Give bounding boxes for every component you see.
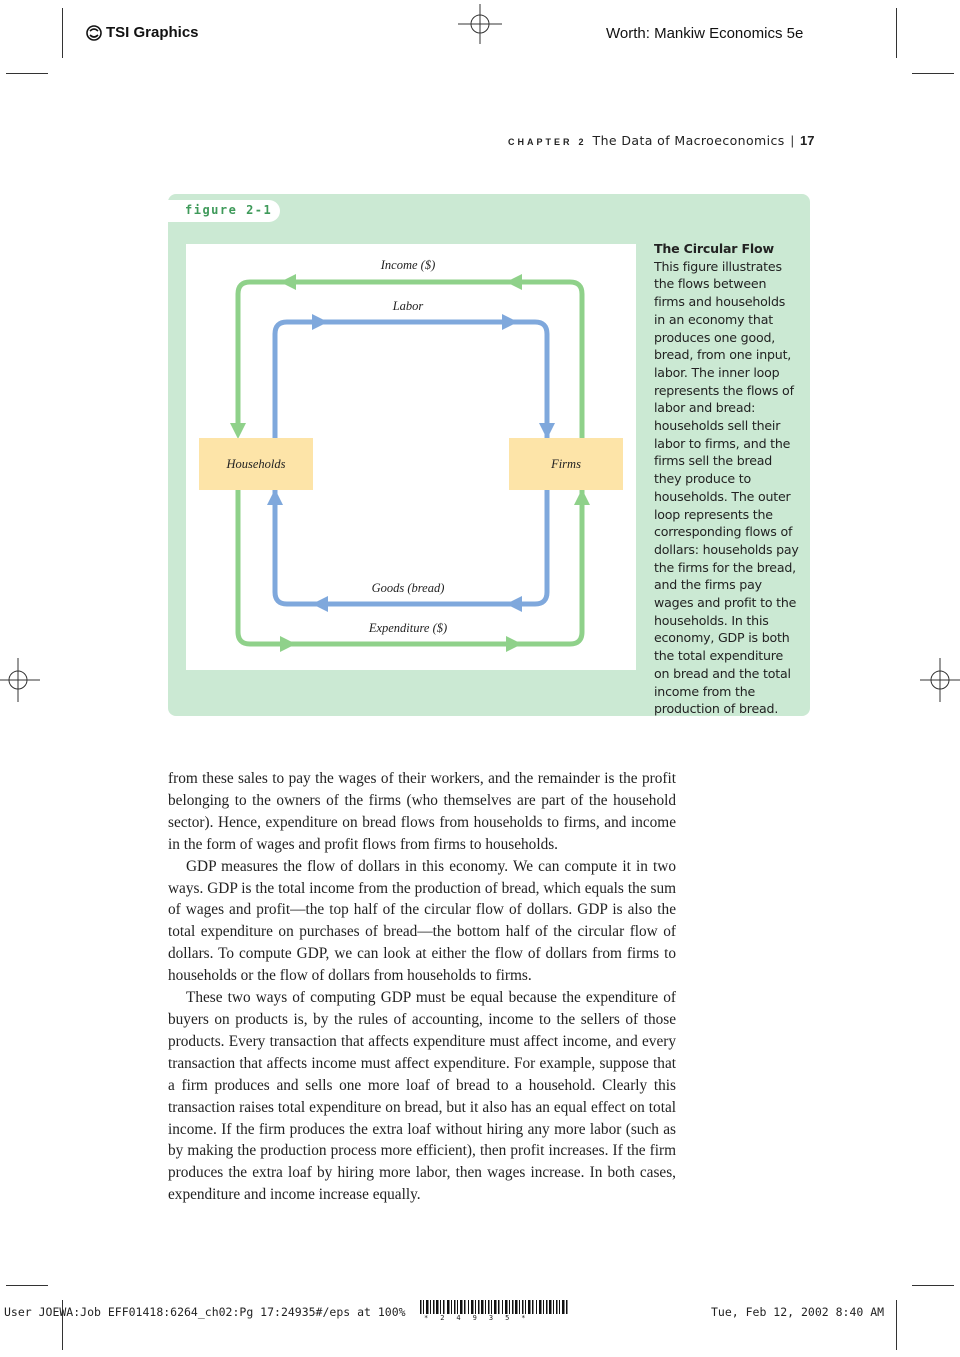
households-label: Households	[226, 457, 286, 471]
arrow-up-icon	[574, 489, 590, 505]
paragraph: from these sales to pay the wages of their workers, and the remainder is the profit belonging to the owners of the firms (who themselves are part of the household sector). Hence, expenditure on bread flows from households to firms, and income in the form of wages and profit flows from firms to households.	[168, 770, 676, 853]
arrow-down-icon	[539, 423, 555, 439]
paragraph: GDP measures the flow of dollars in this economy. We can compute it in two ways. GDP is the total income from the production of bread, which equals the sum of wages and profit—the top half of the circular flow of dollars. GDP is also the total expenditure on purchases of bread—the bottom half of the circular flow of dollars. To compute GDP, we can look at either the flow of dollars from firms to households or the flow of dollars from households to firms.	[168, 857, 676, 985]
arrow-down-icon	[230, 423, 246, 439]
caption-body: This figure illustrates the flows between firms and households in an economy that produces one good, bread, from one input, labor. The inner loop represents the flows of labor and bread: households sell their labor to firms, and the firms sell the bread they produce to households. The outer loop represents the corresponding flows of dollars: households pay the firms for the bread, and the firms pay wages and profit to the households. In this economy, GDP is both the total expenditure on bread and the total income from the production of bread.	[654, 258, 799, 717]
arrow-right-icon	[506, 636, 522, 652]
chapter-word: CHAPTER	[508, 137, 573, 147]
body-text	[168, 768, 676, 1206]
firms-label: Firms	[551, 457, 581, 471]
job-slug: User JOEWA:Job EFF01418:6264_ch02:Pg 17:24935#/eps at 100%	[4, 1305, 406, 1319]
crop-mark	[6, 1285, 48, 1286]
registration-mark-left	[0, 658, 40, 702]
circular-flow-diagram	[186, 244, 636, 670]
chapter-title: The Data of Macroeconomics	[592, 133, 785, 148]
brand-name: TSI Graphics	[106, 24, 199, 41]
arrow-left-icon	[506, 596, 522, 612]
arrow-right-icon	[280, 636, 296, 652]
labor-flow-line	[275, 322, 547, 490]
registration-mark-top	[458, 4, 502, 44]
arrow-left-icon	[312, 596, 328, 612]
crop-mark	[912, 1285, 954, 1286]
running-head	[508, 133, 815, 148]
crop-mark	[6, 73, 48, 74]
crop-mark	[62, 8, 63, 58]
income-label: Income ($)	[380, 258, 436, 272]
figure-label: figure 2-1	[185, 203, 273, 217]
printer-brand	[86, 24, 199, 41]
goods-label: Goods (bread)	[371, 581, 445, 595]
print-date: Tue, Feb 12, 2002 8:40 AM	[711, 1305, 885, 1319]
barcode-digits: *24935*	[424, 1314, 538, 1322]
chapter-number: 2	[578, 137, 587, 147]
figure-caption	[654, 240, 800, 718]
crop-mark	[912, 73, 954, 74]
arrow-right-icon	[312, 314, 328, 330]
registration-mark-right	[920, 658, 960, 702]
barcode-icon	[420, 1300, 568, 1314]
page-number: 17	[800, 133, 815, 148]
expenditure-label: Expenditure ($)	[368, 621, 448, 635]
labor-label: Labor	[392, 299, 424, 313]
paragraph: These two ways of computing GDP must be equal because the expenditure of buyers on products is, by the rules of accounting, income to the sellers of those products. Every transaction that affects expenditure must affect income, and every transaction that affects income must affect expenditure. For example, suppose that a firm produces and sells one more loaf of bread to a household. Clearly this transaction raises total expenditure on bread, but it also has an equal effect on total income. If the firm produces the extra loaf without hiring any more labor (such as by making the production process more efficient), then profit increases. If the firm produces the extra loaf by hiring more labor, then wages increase. In both cases, expenditure and income increase equally.	[168, 989, 676, 1204]
arrow-right-icon	[502, 314, 518, 330]
caption-title: The Circular Flow	[654, 241, 774, 256]
crop-mark	[896, 1300, 897, 1350]
tsi-logo-icon	[86, 25, 102, 41]
book-title: Worth: Mankiw Economics 5e	[606, 25, 804, 42]
crop-mark	[896, 8, 897, 58]
divider: |	[790, 133, 795, 148]
arrow-up-icon	[267, 489, 283, 505]
arrow-left-icon	[506, 274, 522, 290]
arrow-left-icon	[280, 274, 296, 290]
